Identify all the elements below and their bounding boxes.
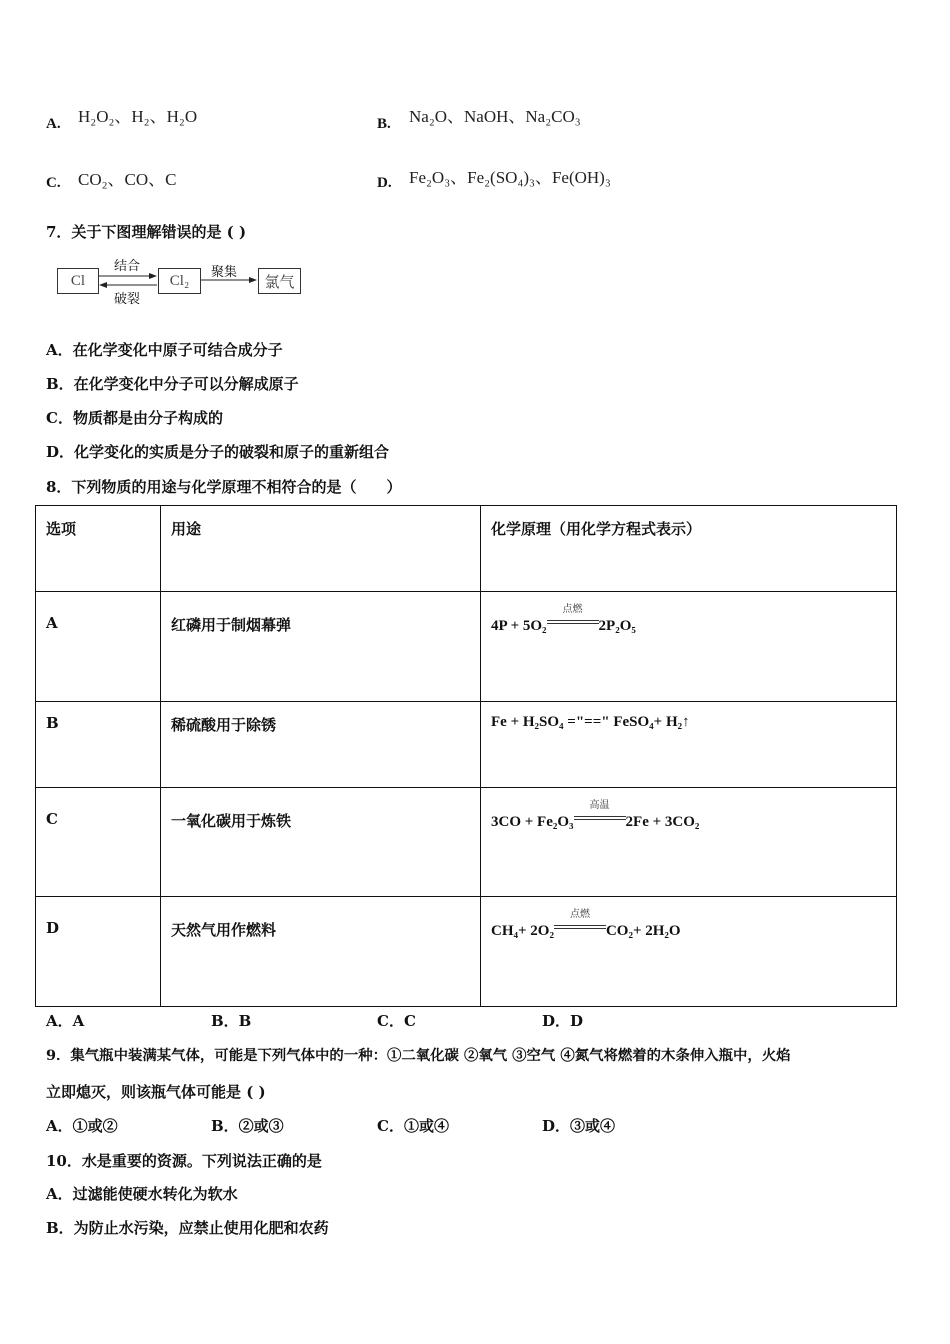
q6-option-a-formula: H₂O₂、H₂、H₂O xyxy=(78,107,198,126)
q7-option-b: B．在化学变化中分子可以分解成原子 xyxy=(46,375,299,393)
reaction-condition xyxy=(554,909,606,933)
row-c-rhs: 2Fe + 3CO₂ xyxy=(625,814,700,830)
q6-option-b-letter: B. xyxy=(377,116,391,132)
row-c-lhs: 3CO + Fe₂O₃ xyxy=(491,814,574,830)
q8-option-c: C．C xyxy=(377,1012,416,1030)
row-c-equation xyxy=(481,788,897,897)
table-row xyxy=(36,788,897,897)
q6-option-c-letter: C. xyxy=(46,175,61,191)
table-row xyxy=(36,702,897,788)
q10-stem: 10．水是重要的资源。下列说法正确的是 xyxy=(46,1152,322,1170)
row-c-option: C xyxy=(36,788,161,897)
row-a-rhs: 2P₂O₅ xyxy=(598,618,636,634)
row-d-lhs: CH₄+ 2O₂ xyxy=(491,923,554,939)
q8-stem: 8．下列物质的用途与化学原理不相符合的是（ ） xyxy=(46,478,402,496)
q9-stem-line2: 立即熄灭，则该瓶气体可能是 ( ) xyxy=(46,1083,266,1101)
table-header-row xyxy=(36,506,897,592)
q10-option-b: B．为防止水污染，应禁止使用化肥和农药 xyxy=(46,1219,329,1237)
q7-option-c: C．物质都是由分子构成的 xyxy=(46,409,223,427)
q9-option-a: A．①或② xyxy=(46,1117,118,1135)
q6-option-c-formula: CO₂、CO、C xyxy=(78,170,177,189)
diagram-box-chlorine-gas: 氯气 xyxy=(258,268,301,294)
diagram-label-combine: 结合 xyxy=(114,259,141,274)
condition-label: 点燃 xyxy=(569,909,590,920)
table-row xyxy=(36,592,897,702)
q9-option-d: D．③或④ xyxy=(542,1117,616,1135)
row-d-rhs: CO₂+ 2H₂O xyxy=(605,923,681,939)
header-principle: 化学原理（用化学方程式表示） xyxy=(481,506,897,592)
reaction-condition xyxy=(574,800,626,824)
diagram-box-cl2: Cl₂ xyxy=(158,268,201,294)
diagram-arrow-right xyxy=(199,275,259,285)
q9-option-c: C．①或④ xyxy=(377,1117,449,1135)
q10-option-a: A．过滤能使硬水转化为软水 xyxy=(46,1185,238,1203)
q8-option-a: A．A xyxy=(46,1012,85,1030)
row-d-option: D xyxy=(36,897,161,1007)
reaction-condition xyxy=(547,604,599,628)
q8-option-d: D．D xyxy=(542,1012,584,1030)
q9-option-b: B．②或③ xyxy=(211,1117,284,1135)
q8-option-b: B．B xyxy=(211,1012,252,1030)
diagram-label-gather: 聚集 xyxy=(211,265,238,280)
header-use: 用途 xyxy=(161,506,481,592)
q6-option-a-letter: A. xyxy=(46,116,61,132)
q7-stem: 7．关于下图理解错误的是 ( ) xyxy=(46,223,247,241)
row-b-equation: Fe + H₂SO₄ ="==" FeSO₄+ H₂↑ xyxy=(481,702,897,788)
q8-table xyxy=(35,505,897,1007)
row-a-equation xyxy=(481,592,897,702)
q6-option-d-formula: Fe₂O₃、Fe₂(SO₄)₃、Fe(OH)₃ xyxy=(409,168,611,187)
q9-stem-line1: 9．集气瓶中装满某气体，可能是下列气体中的一种：①二氧化碳 ②氧气 ③空气 ④氮气将燃着的木条伸入瓶中，火焰 xyxy=(46,1047,791,1064)
diagram-arrows-left xyxy=(97,272,159,290)
row-b-option: B xyxy=(36,702,161,788)
q7-option-d: D．化学变化的实质是分子的破裂和原子的重新组合 xyxy=(46,443,390,461)
condition-label: 点燃 xyxy=(562,604,583,615)
q6-option-b-formula: Na₂O、NaOH、Na₂CO₃ xyxy=(409,107,581,126)
header-option: 选项 xyxy=(36,506,161,592)
q7-option-a: A．在化学变化中原子可结合成分子 xyxy=(46,341,283,359)
row-b-use: 稀硫酸用于除锈 xyxy=(161,702,481,788)
row-a-lhs: 4P + 5O₂ xyxy=(491,618,547,634)
diagram-label-break: 破裂 xyxy=(114,292,141,307)
row-d-use: 天然气用作燃料 xyxy=(161,897,481,1007)
row-a-option: A xyxy=(36,592,161,702)
condition-label: 高温 xyxy=(589,800,610,811)
diagram-box-cl: Cl xyxy=(57,268,99,294)
q6-option-d-letter: D. xyxy=(377,175,392,191)
row-a-use: 红磷用于制烟幕弹 xyxy=(161,592,481,702)
row-c-use: 一氧化碳用于炼铁 xyxy=(161,788,481,897)
table-row xyxy=(36,897,897,1007)
row-d-equation xyxy=(481,897,897,1007)
